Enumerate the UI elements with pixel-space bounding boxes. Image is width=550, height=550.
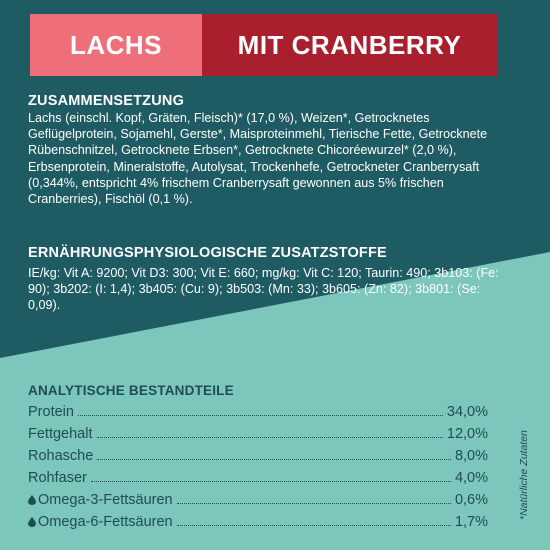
zusatzstoffe-text: IE/kg: Vit A: 9200; Vit D3: 300; Vit E: 660; mg/kg: Vit C: 120; Taurin: 490; 3b103: (Fe: 90); 3b202: (I: 1,4); 3b405: (Cu: 9); 3b503: (Mn: 33); 3b605: (Zn: 82); 3b801: (Se: 0,09). xyxy=(28,266,499,313)
zusammensetzung-text: Lachs (einschl. Kopf, Gräten, Fleisch)* (17,0 %), Weizen*, Getrocknetes Geflügelprotein, Sojamehl, Gerste*, Maisproteinmehl, Tierische Fette, Getrocknete Rübenschnitzel, Getrocknete Erbsen*, Getrocknete Chicoréewurzel* (2,0 %), Erbsenprotein, Mineralstoffe, Autolysat, Trockenhefe, Getrockneter Cranberrysaft (0,344%, entspricht 4% frischem Cranberrysaft gewonnen aus 5% frischen Cranberries), Fischöl (0,1 %). xyxy=(28,111,488,207)
analytic-value: 34,0% xyxy=(446,404,488,420)
analytic-row-rohasche xyxy=(28,444,488,464)
analytic-row-protein xyxy=(28,400,488,420)
analytic-row-fettgehalt xyxy=(28,422,488,442)
dot-leader xyxy=(97,459,451,460)
banner-lachs-label: LACHS xyxy=(69,29,163,60)
zusatzstoffe-title: ERNÄHRUNGSPHYSIOLOGISCHE ZUSATZSTOFFE xyxy=(28,245,387,261)
analytic-label: Omega-3-Fettsäuren xyxy=(38,492,173,508)
analytic-label: Protein xyxy=(28,404,74,420)
analytic-label: Fettgehalt xyxy=(28,426,93,442)
analytic-value: 4,0% xyxy=(454,470,488,486)
oil-drop-icon xyxy=(28,517,36,527)
zusammensetzung-title: ZUSAMMENSETZUNG xyxy=(28,93,185,109)
banner-cranberry xyxy=(202,14,497,76)
analytic-row-omega6 xyxy=(28,510,488,530)
analytic-row-omega3 xyxy=(28,488,488,508)
oil-drop-icon xyxy=(28,495,36,505)
banner-cranberry-label: MIT CRANBERRY xyxy=(237,29,462,60)
dot-leader xyxy=(78,415,443,416)
analytic-value: 12,0% xyxy=(446,426,488,442)
dot-leader xyxy=(177,525,451,526)
analytic-value: 1,7% xyxy=(454,514,488,530)
dot-leader xyxy=(177,503,451,504)
analytic-label: Rohfaser xyxy=(28,470,87,486)
analytic-value: 0,6% xyxy=(454,492,488,508)
dot-leader xyxy=(97,437,443,438)
analytic-label: Rohasche xyxy=(28,448,94,464)
analytic-label: Omega-6-Fettsäuren xyxy=(38,514,173,530)
analytisch-title: ANALYTISCHE BESTANDTEILE xyxy=(28,383,234,398)
banner-lachs xyxy=(30,14,202,76)
natural-ingredients-note: *Natürliche Zutaten xyxy=(518,430,530,520)
analytic-row-rohfaser xyxy=(28,466,488,486)
analytic-value: 8,0% xyxy=(454,448,488,464)
dot-leader xyxy=(91,481,451,482)
